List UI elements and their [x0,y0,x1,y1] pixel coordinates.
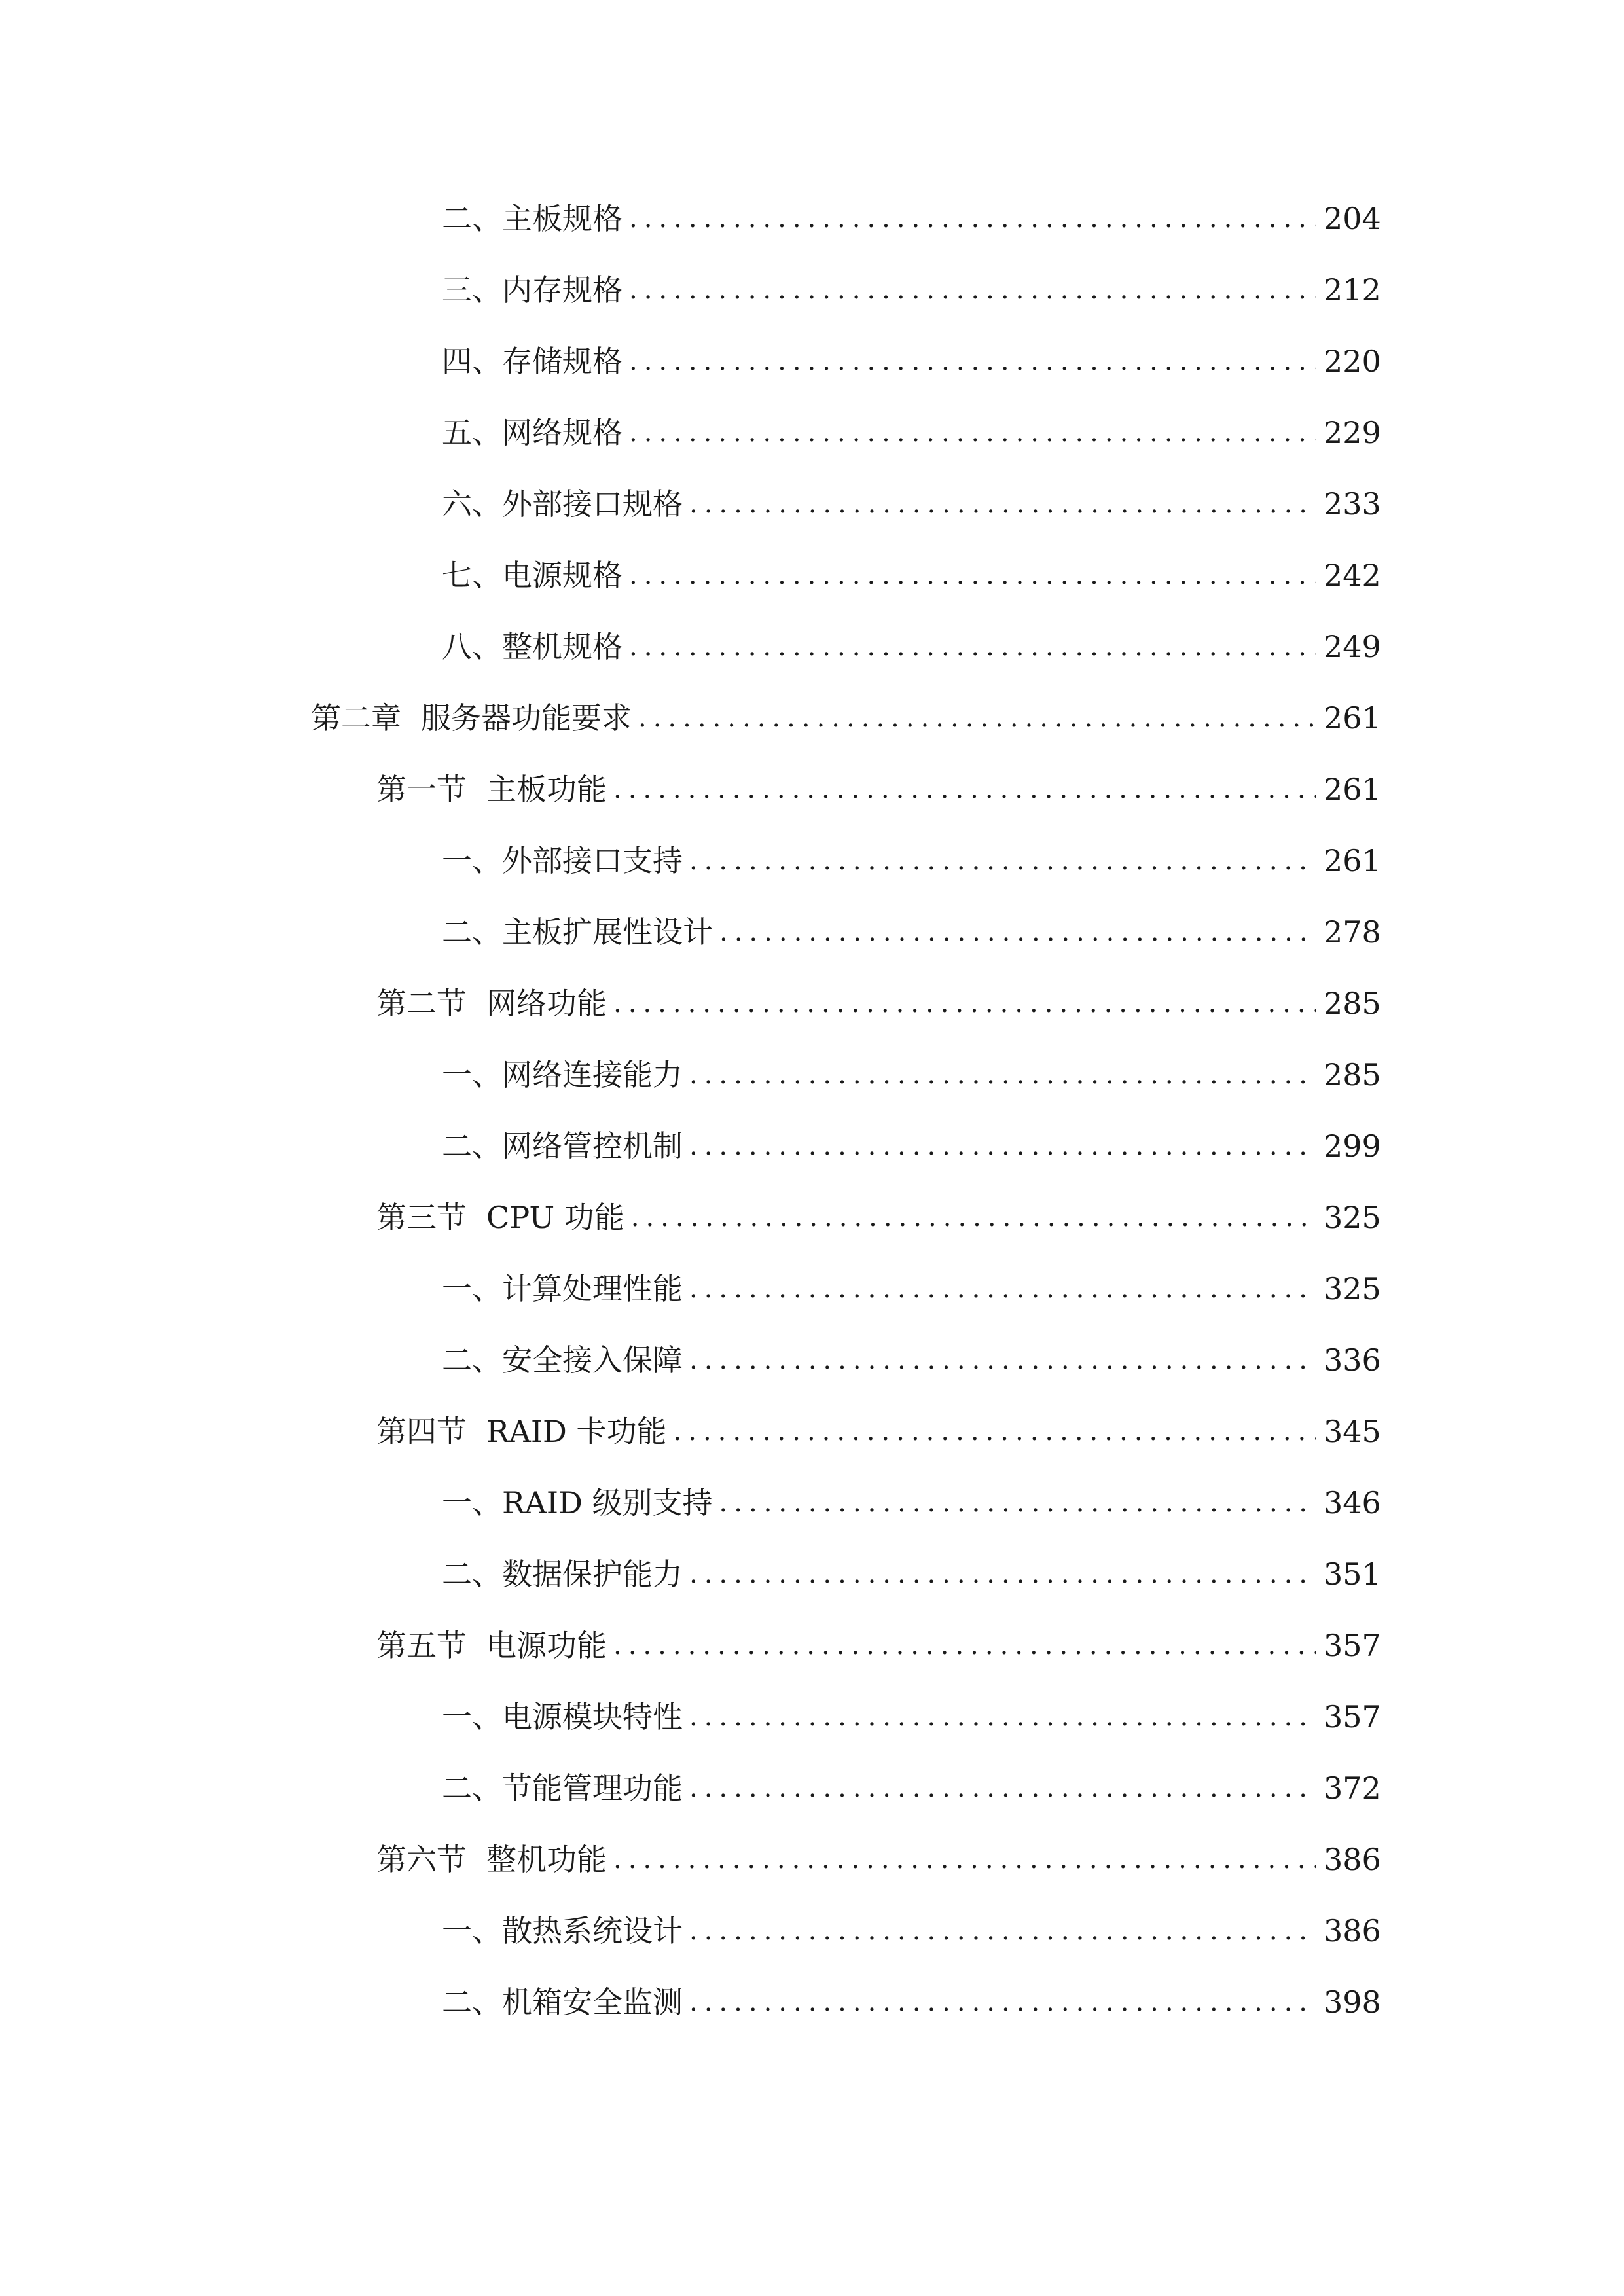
entry-title: 网络规格 [502,415,623,450]
entry-title: 计算处理性能 [502,1271,683,1306]
entry-title: 数据保护能力 [502,1556,683,1592]
entry-number: 二、 [442,1128,502,1164]
entry-title: 电源模块特性 [502,1699,683,1734]
entry-page-number: 357 [1324,1628,1381,1663]
entry-number: 一、 [442,1271,502,1306]
dot-leader [689,1120,1316,1172]
entry-number: 一、 [442,843,502,878]
entry-page-number: 386 [1324,1913,1381,1948]
entry-title: 主板扩展性设计 [502,914,713,950]
entry-page-number: 299 [1324,1128,1381,1164]
entry-number: 第六节 [376,1842,467,1877]
entry-number: 二、 [442,1984,502,2020]
entry-number: 一、 [442,1057,502,1092]
entry-title: 电源功能 [486,1628,607,1663]
dot-leader [674,1405,1316,1458]
entry-title: 外部接口支持 [502,843,683,878]
entry-number: 二、 [442,1770,502,1806]
entry-title: 节能管理功能 [502,1770,683,1806]
entry-page-number: 204 [1324,201,1381,236]
toc-entry-section-network[interactable] [376,977,1381,1030]
toc-entry-network-connectivity[interactable] [442,1049,1381,1101]
dot-leader [719,1477,1316,1529]
dot-leader [629,335,1316,387]
entry-title: 内存规格 [502,272,623,308]
entry-page-number: 261 [1324,843,1381,878]
entry-page-number: 336 [1324,1342,1381,1378]
entry-title: 外部接口规格 [502,486,683,522]
entry-number: 七、 [442,558,502,593]
dot-leader [689,834,1316,887]
toc-entry-section-system[interactable] [376,1833,1381,1886]
toc-entry-chassis-security[interactable] [442,1976,1381,2028]
toc-entry-mainboard-expansion[interactable] [442,906,1381,958]
dot-leader [629,549,1316,601]
entry-title: 机箱安全监测 [502,1984,683,2020]
toc-entry-external-interface-support[interactable] [442,834,1381,887]
toc-entry-network-control[interactable] [442,1120,1381,1172]
entry-title: 网络连接能力 [502,1057,683,1092]
toc-entry-power-module[interactable] [442,1691,1381,1743]
entry-page-number: 261 [1324,700,1381,736]
dot-leader [631,1191,1316,1244]
toc-entry-energy-management[interactable] [442,1762,1381,1814]
toc-entry-chapter-2[interactable] [311,692,1381,744]
entry-page-number: 325 [1324,1271,1381,1306]
entry-number: 八、 [442,629,502,664]
toc-entry-storage-spec[interactable] [442,335,1381,387]
entry-number: 二、 [442,1556,502,1592]
entry-number: 第四节 [376,1414,467,1449]
entry-number: 二、 [442,914,502,950]
dot-leader [689,1762,1316,1814]
entry-number: 第一节 [376,772,467,807]
dot-leader [629,406,1316,459]
entry-title: 整机规格 [502,629,623,664]
entry-number: 二、 [442,201,502,236]
entry-number: 第二章 [311,700,401,736]
dot-leader [689,1691,1316,1743]
entry-number: 第三节 [376,1200,467,1235]
entry-page-number: 325 [1324,1200,1381,1235]
entry-number: 一、 [442,1913,502,1948]
entry-page-number: 212 [1324,272,1381,308]
dot-leader [613,1619,1316,1672]
toc-entry-section-mainboard[interactable] [376,763,1381,816]
entry-page-number: 229 [1324,415,1381,450]
toc-entry-system-spec[interactable] [442,620,1381,673]
entry-number: 第五节 [376,1628,467,1663]
dot-leader [613,977,1316,1030]
entry-page-number: 398 [1324,1984,1381,2020]
toc-entry-network-spec[interactable] [442,406,1381,459]
entry-page-number: 249 [1324,629,1381,664]
entry-title: 散热系统设计 [502,1913,683,1948]
toc-entry-mainboard-spec[interactable] [442,192,1381,245]
entry-page-number: 285 [1324,986,1381,1021]
entry-title: RAID 级别支持 [502,1485,713,1520]
entry-page-number: 285 [1324,1057,1381,1092]
entry-title: RAID 卡功能 [486,1414,667,1449]
dot-leader [689,1548,1316,1600]
entry-title: 服务器功能要求 [421,700,632,736]
toc-entry-external-interface-spec[interactable] [442,478,1381,530]
entry-page-number: 233 [1324,486,1381,522]
entry-number: 一、 [442,1485,502,1520]
toc-entry-raid-levels[interactable] [442,1477,1381,1529]
entry-title: CPU 功能 [486,1200,624,1235]
entry-page-number: 261 [1324,772,1381,807]
entry-page-number: 351 [1324,1556,1381,1592]
dot-leader [689,1334,1316,1386]
entry-page-number: 386 [1324,1842,1381,1877]
dot-leader [629,620,1316,673]
dot-leader [613,1833,1316,1886]
toc-entry-section-power[interactable] [376,1619,1381,1672]
entry-page-number: 345 [1324,1414,1381,1449]
toc-entry-cooling-design[interactable] [442,1905,1381,1957]
toc-entry-data-protection[interactable] [442,1548,1381,1600]
entry-title: 电源规格 [502,558,623,593]
dot-leader [689,1049,1316,1101]
entry-number: 一、 [442,1699,502,1734]
entry-title: 主板规格 [502,201,623,236]
entry-page-number: 220 [1324,344,1381,379]
entry-page-number: 278 [1324,914,1381,950]
dot-leader [689,1263,1316,1315]
entry-number: 四、 [442,344,502,379]
entry-page-number: 242 [1324,558,1381,593]
entry-title: 整机功能 [486,1842,607,1877]
entry-number: 六、 [442,486,502,522]
dot-leader [638,692,1316,744]
entry-number: 五、 [442,415,502,450]
dot-leader [629,192,1316,245]
toc-entry-power-spec[interactable] [442,549,1381,601]
toc-entry-compute-performance[interactable] [442,1263,1381,1315]
entry-title: 安全接入保障 [502,1342,683,1378]
dot-leader [629,264,1316,316]
entry-title: 存储规格 [502,344,623,379]
entry-page-number: 357 [1324,1699,1381,1734]
entry-number: 第二节 [376,986,467,1021]
dot-leader [719,906,1316,958]
dot-leader [613,763,1316,816]
toc-entry-section-cpu[interactable] [376,1191,1381,1244]
dot-leader [689,1905,1316,1957]
entry-page-number: 346 [1324,1485,1381,1520]
entry-title: 网络管控机制 [502,1128,683,1164]
dot-leader [689,478,1316,530]
entry-title: 主板功能 [486,772,607,807]
entry-number: 二、 [442,1342,502,1378]
toc-entry-section-raid[interactable] [376,1405,1381,1458]
entry-page-number: 372 [1324,1770,1381,1806]
entry-title: 网络功能 [486,986,607,1021]
entry-number: 三、 [442,272,502,308]
dot-leader [689,1976,1316,2028]
toc-entry-secure-access[interactable] [442,1334,1381,1386]
toc-entry-memory-spec[interactable] [442,264,1381,316]
